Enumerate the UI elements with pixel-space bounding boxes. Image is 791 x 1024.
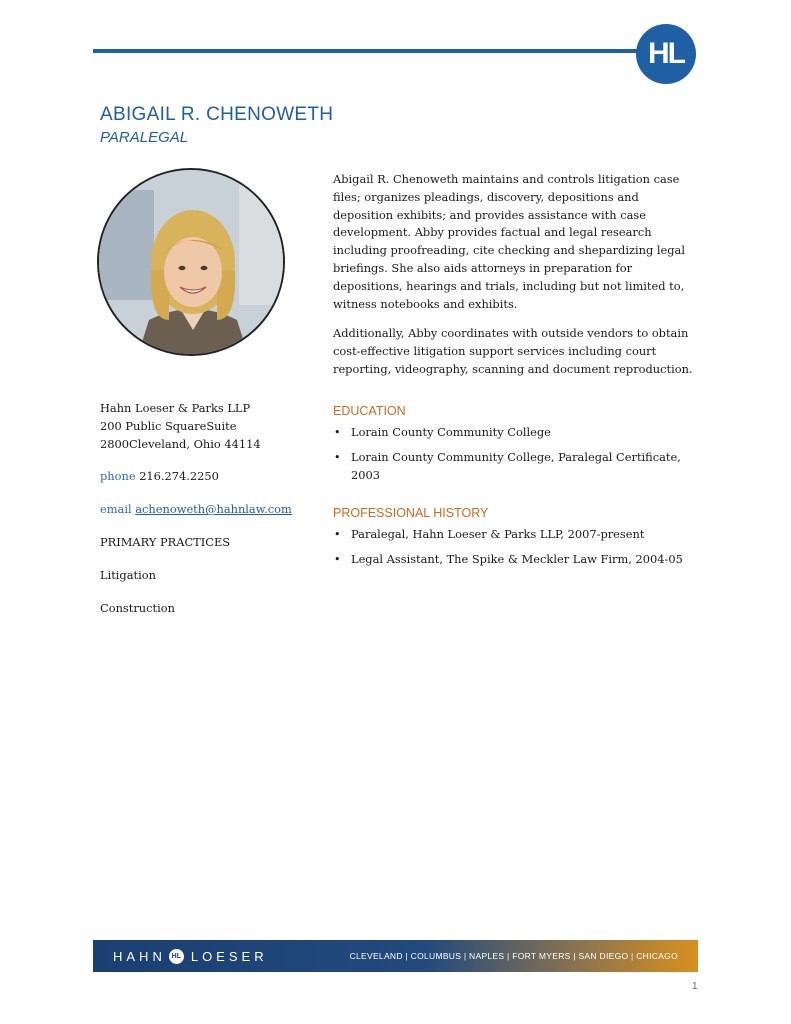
history-item: • Legal Assistant, The Spike & Meckler Law Firm, 2004-05	[333, 551, 703, 569]
brand-logo-icon: HL	[169, 949, 184, 964]
email-label: email	[100, 502, 132, 517]
brand-right: LOESER	[190, 948, 268, 964]
history-item: • Paralegal, Hahn Loeser & Parks LLP, 2007-present	[333, 526, 703, 544]
profile-photo	[97, 168, 285, 356]
biography	[333, 171, 693, 391]
contact-block	[100, 400, 320, 632]
practice-item: Litigation	[100, 567, 156, 582]
education-item: • Lorain County Community College	[333, 424, 703, 442]
bio-paragraph-1: Abigail R. Chenoweth maintains and controls litigation case files; organizes pleadings, discovery, depositions and deposition exhibits; and provides assistance with case development. Abby provides factual and legal research including proofreading, cite checking and shepardizing legal briefings. She also aids attorneys in preparation for depositions, hearings and trials, including but not limited to, witness notebooks and exhibits.	[333, 172, 685, 311]
page-number: 1	[692, 981, 698, 992]
brand-left: HAHN	[113, 948, 166, 964]
office-cities: CLEVELAND | COLUMBUS | NAPLES | FORT MYERS | SAN DIEGO | CHICAGO	[349, 951, 678, 961]
history-heading: PROFESSIONAL HISTORY	[333, 506, 489, 520]
email-line	[100, 501, 320, 519]
portrait-icon	[99, 170, 285, 356]
firm-name: Hahn Loeser & Parks LLP	[100, 401, 251, 415]
phone-label: phone	[100, 469, 136, 484]
footer-brand	[113, 949, 268, 964]
address-line-2: 2800Cleveland, Ohio 44114	[100, 436, 261, 451]
footer-banner	[93, 940, 698, 972]
education-item: • Lorain County Community College, Paralegal Certificate, 2003	[333, 449, 703, 485]
history-list	[333, 526, 703, 569]
person-title: PARALEGAL	[100, 129, 189, 146]
practice-item: Construction	[100, 600, 175, 615]
address-line-1: 200 Public SquareSuite	[100, 418, 237, 433]
phone-number: 216.274.2250	[139, 469, 219, 484]
education-list	[333, 424, 703, 484]
practices-heading: PRIMARY PRACTICES	[100, 534, 231, 549]
hl-logo-icon: HL	[636, 24, 696, 84]
email-link[interactable]: achenoweth@hahnlaw.com	[135, 502, 292, 517]
header-rule	[93, 49, 653, 53]
history-section	[333, 506, 703, 576]
firm-address	[100, 400, 320, 453]
education-section	[333, 404, 703, 491]
person-name: ABIGAIL R. CHENOWETH	[100, 104, 334, 125]
education-heading: EDUCATION	[333, 404, 406, 418]
bio-paragraph-2: Additionally, Abby coordinates with outside vendors to obtain cost-effective litigation support services including court reporting, videography, scanning and document reproduction.	[333, 326, 693, 376]
phone-line	[100, 468, 320, 486]
